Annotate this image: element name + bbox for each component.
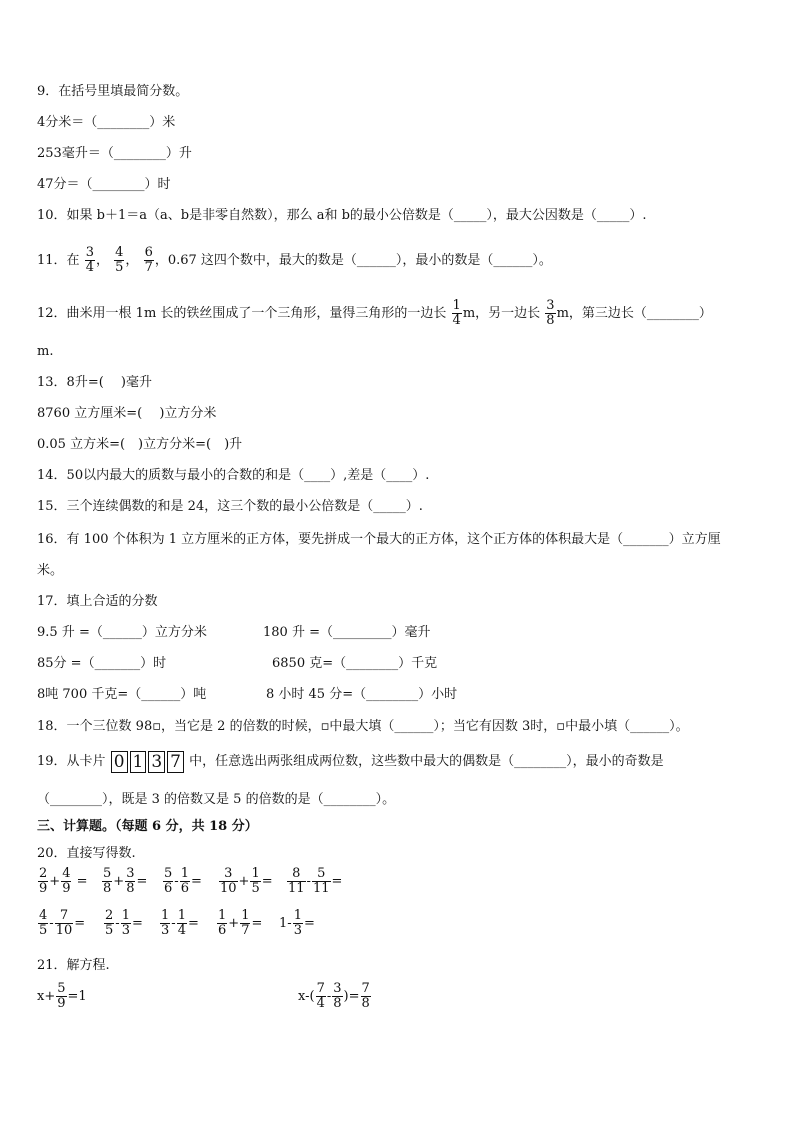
q16-continuation: 米。: [37, 563, 64, 578]
q14-text: 14．50以内最大的质数与最小的合数的和是（____）,差是（____）.: [37, 468, 430, 483]
q19-line: 19．从卡片 0 1 3 7 中，任意选出两张组成两位数，这些数中最大的偶数是（________），最小的奇数是: [37, 751, 664, 772]
q17-b2: 6850 克=（________）千克: [272, 656, 438, 671]
number-card-1: 1: [130, 751, 147, 773]
q12-line: 12．曲米用一根 1m 长的铁丝围成了一个三角形，量得三角形的一边长 $\frac{1}{4}$ m，另一边长 $\frac{3}{8}$ m，第三边长（________）: [37, 298, 712, 328]
q13-line-3: 0.05 立方米=( )立方分米=( )升: [37, 437, 243, 452]
number-card-7: 7: [167, 751, 184, 773]
q13-line-1: 13．8升=( )毫升: [37, 375, 152, 390]
q21-title: 21．解方程.: [37, 958, 110, 973]
section-3-heading: 三、计算题。（每题 6 分，共 18 分）: [37, 819, 258, 834]
number-card-0: 0: [111, 751, 128, 773]
q11-line: 11．在 $\frac{3}{4}$ ， $\frac{4}{5}$ ， $\frac{6}{7}$ ，0.67 这四个数中，最大的数是（______），最小的数是（______）。: [37, 245, 552, 275]
number-card-3: 3: [148, 751, 165, 773]
q20-expr-2: $\frac{5}{8}$ + $\frac{3}{8}$ =: [103, 866, 148, 896]
q20-expr-4: $\frac{3}{10}$ + $\frac{1}{5}$ =: [220, 866, 273, 896]
q20-expr-10: 1- $\frac{1}{3}$ =: [279, 908, 315, 938]
q12-fraction-1: $\frac{1}{4}$: [452, 298, 461, 328]
q21-equation-1: x+ $\frac{5}{9}$ =1: [37, 981, 87, 1011]
q18-text: 18．一个三位数 98▫，当它是 2 的倍数的时候，▫中最大填（______）；当它有因数 3时，▫中最小填（______）。: [37, 719, 689, 734]
q17-b1: 180 升 =（_________）毫升: [263, 625, 431, 640]
q20-expr-3: $\frac{5}{6}$ - $\frac{1}{6}$ =: [164, 866, 202, 896]
q13-line-2: 8760 立方厘米=( )立方分米: [37, 406, 217, 421]
q17-b3: 8 小时 45 分=（________）小时: [266, 687, 458, 702]
q20-expr-6: $\frac{4}{5}$ - $\frac{7}{10}$ =: [39, 908, 86, 938]
q11-fraction-3: $\frac{6}{7}$: [144, 245, 153, 275]
q9-line-1: 4分米＝（________）米: [37, 115, 176, 130]
q11-fraction-2: $\frac{4}{5}$: [115, 245, 124, 275]
q9-line-3: 47分＝（________）时: [37, 177, 171, 192]
q20-expr-8: $\frac{1}{3}$ - $\frac{1}{4}$ =: [161, 908, 199, 938]
q21-equation-2: x-( $\frac{7}{4}$ - $\frac{3}{8}$ )= $\frac{7}{8}$: [298, 981, 370, 1011]
q17-a3: 8吨 700 千克=（______）吨: [37, 687, 207, 702]
q20-title: 20．直接写得数.: [37, 846, 136, 861]
q20-expr-5: $\frac{8}{11}$ - $\frac{5}{11}$ =: [288, 866, 343, 896]
q20-expr-7: $\frac{2}{5}$ - $\frac{1}{3}$ =: [105, 908, 143, 938]
q9-line-2: 253毫升＝（________）升: [37, 146, 192, 161]
q17-a2: 85分 =（_______）时: [37, 656, 167, 671]
q20-expr-1: $\frac{2}{9}$ + $\frac{4}{9}$ =: [39, 866, 88, 896]
q11-fraction-1: $\frac{3}{4}$: [85, 245, 94, 275]
q19-continuation: （________），既是 3 的倍数又是 5 的倍数的是（________）。: [37, 792, 396, 807]
q16-text: 16．有 100 个体积为 1 立方厘米的正方体，要先拼成一个最大的正方体，这个正方体的体积最大是（_______）立方厘: [37, 532, 721, 547]
q17-a1: 9.5 升 =（______）立方分米: [37, 625, 207, 640]
q9-title: 9．在括号里填最简分数。: [37, 84, 189, 99]
q10-text: 10．如果 b＋1＝a（a、b是非零自然数），那么 a和 b的最小公倍数是（_____），最大公因数是（_____）.: [37, 208, 647, 223]
q12-fraction-2: $\frac{3}{8}$: [546, 298, 555, 328]
q15-text: 15．三个连续偶数的和是 24，这三个数的最小公倍数是（_____）.: [37, 499, 423, 514]
q20-expr-9: $\frac{1}{6}$ + $\frac{1}{7}$ =: [218, 908, 263, 938]
q17-title: 17．填上合适的分数: [37, 594, 158, 609]
q12-continuation: m.: [37, 344, 54, 359]
